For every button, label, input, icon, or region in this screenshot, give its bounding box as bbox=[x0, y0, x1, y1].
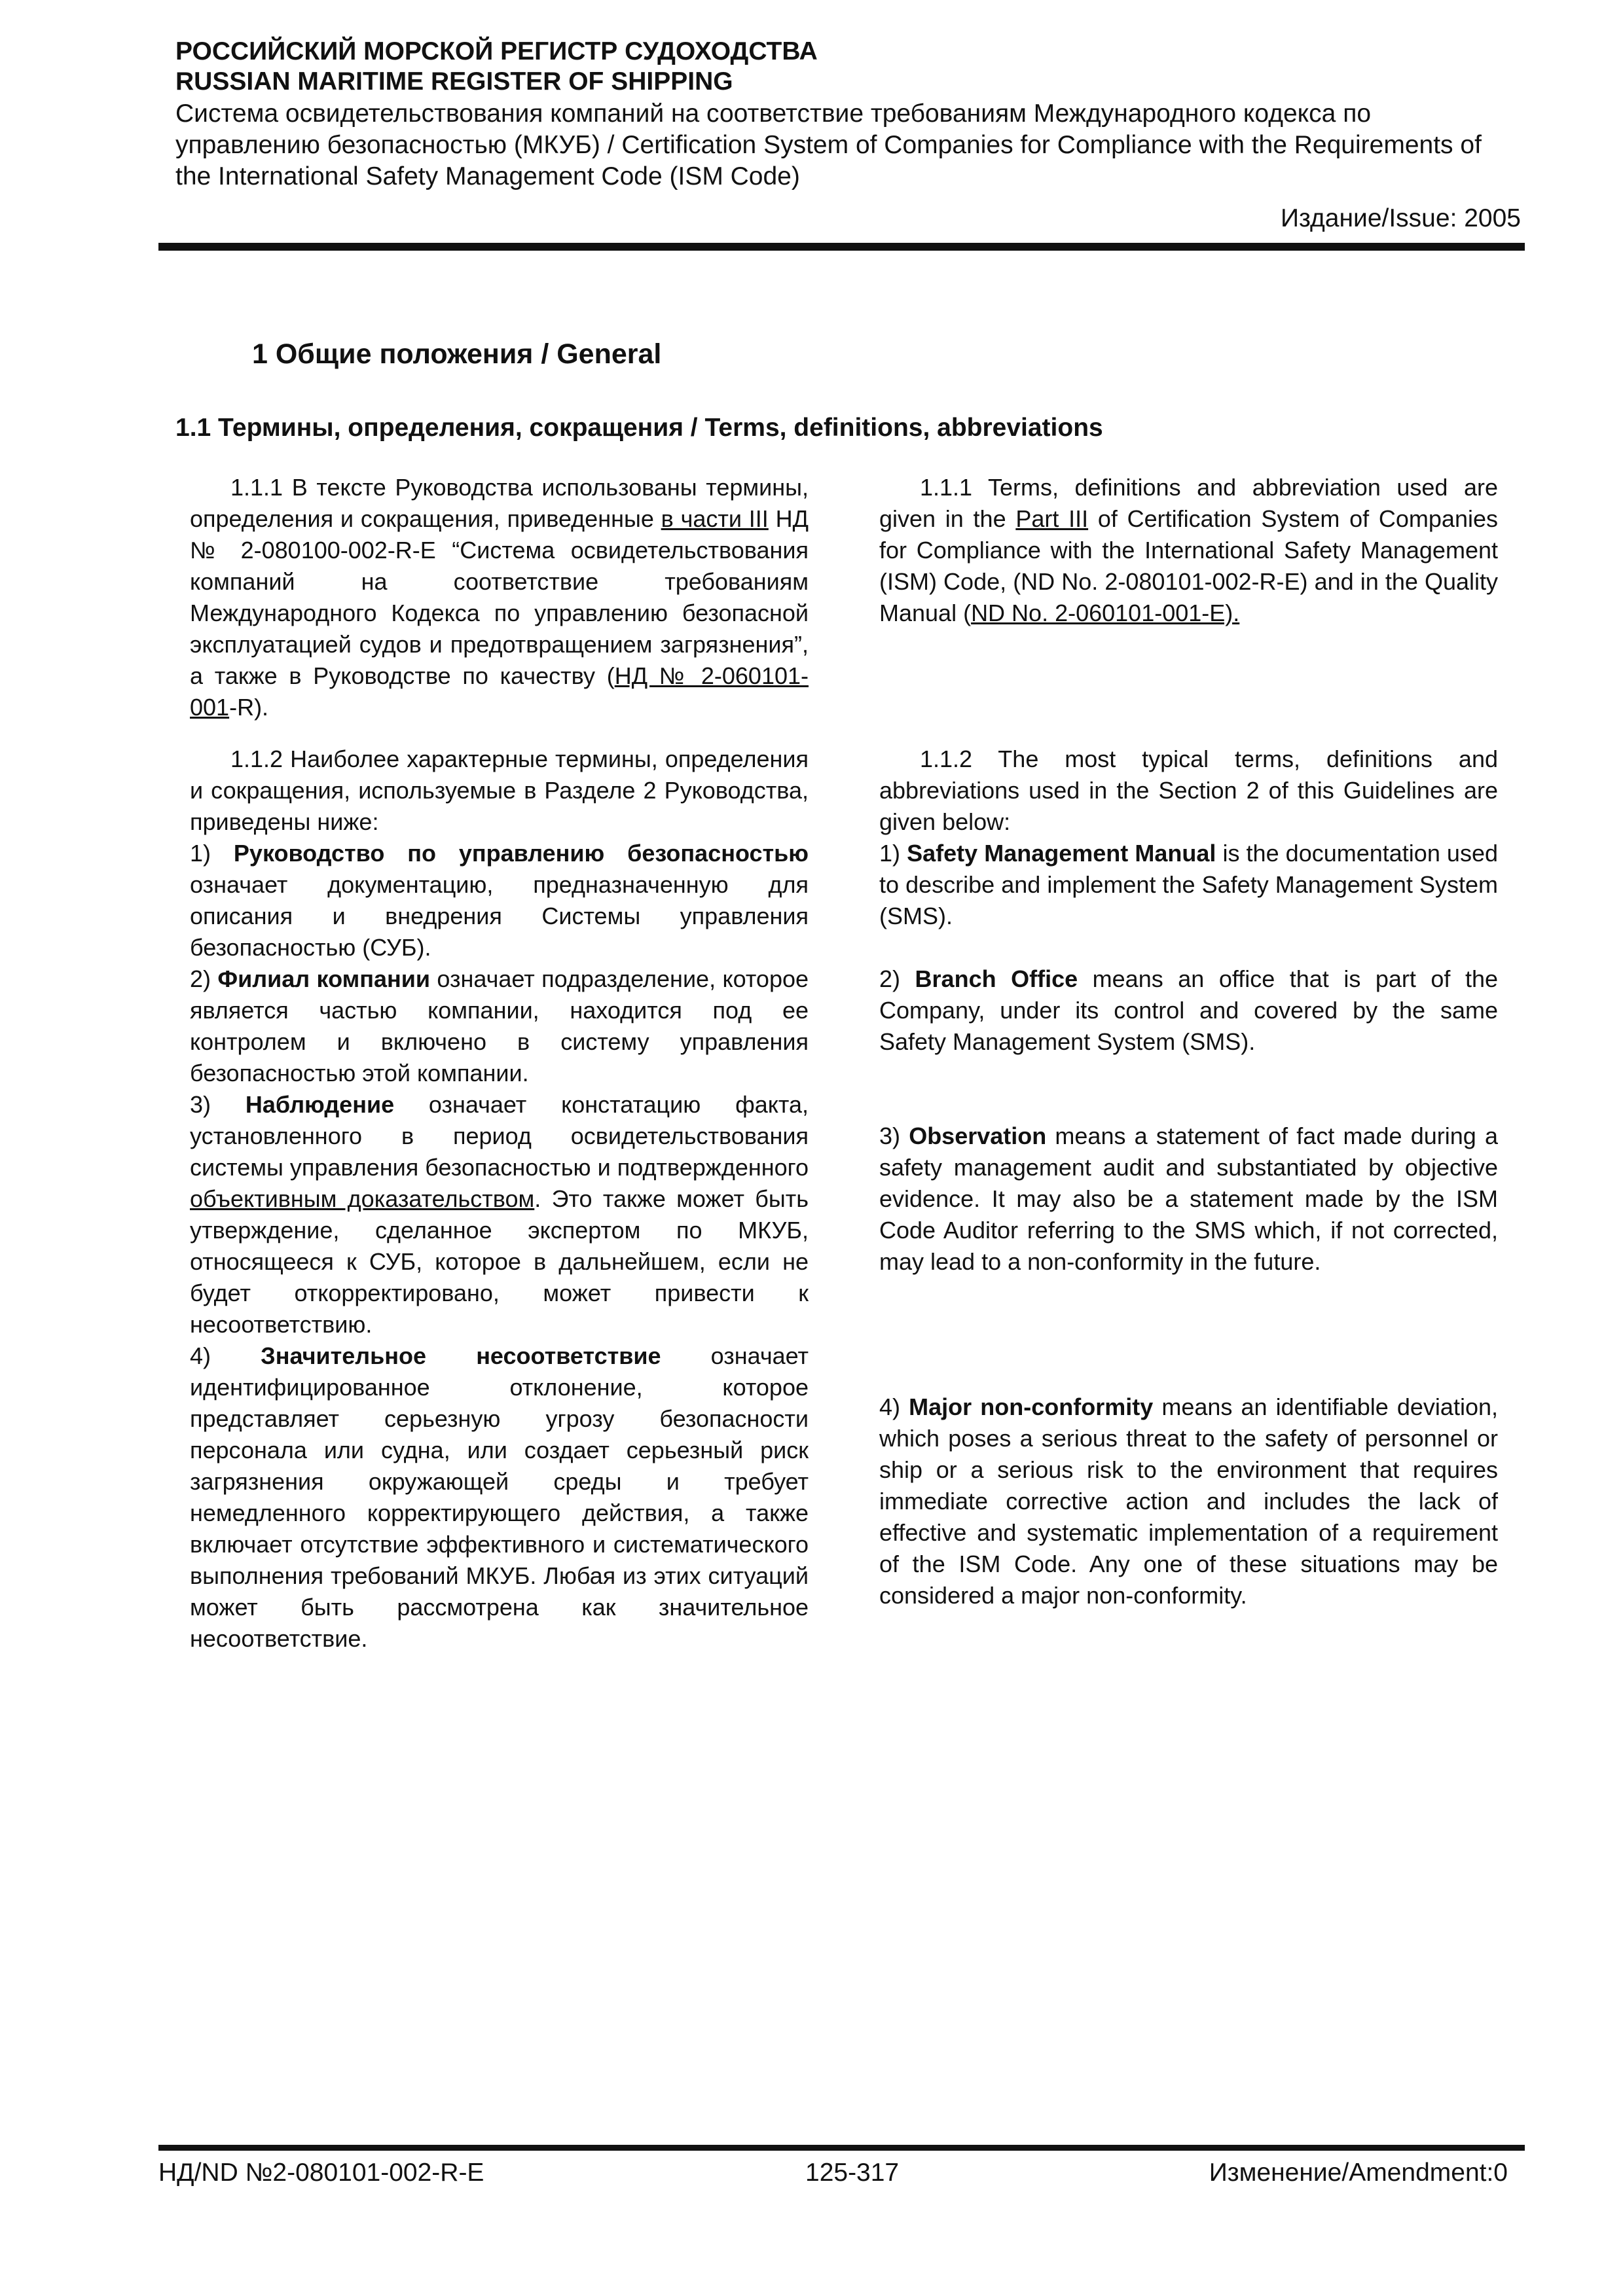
en-paragraph-1-1-2 bbox=[879, 744, 1498, 932]
en-item-number: 4) bbox=[879, 1393, 909, 1420]
en-link-quality-manual[interactable]: ND No. 2-060101-001-E). bbox=[971, 600, 1240, 626]
en-item-number: 3) bbox=[879, 1122, 909, 1149]
ru-term: Филиал компании bbox=[217, 965, 431, 992]
ru-term: Руководство по управлению безопасностью bbox=[233, 840, 809, 867]
section-heading: 1 Общие положения / General bbox=[252, 338, 662, 370]
ru-link-part-iii[interactable]: в части III bbox=[661, 505, 769, 532]
org-name-ru: РОССИЙСКИЙ МОРСКОЙ РЕГИСТР СУДОХОДСТВА bbox=[175, 37, 818, 65]
ru-p112-text: 1.1.2 Наиболее характерные термины, определения и сокращения, используемые в Разделе 2 Руководства, приведены ниже: bbox=[190, 745, 809, 835]
ru-p111-text-a: 1.1.1 В тексте Руководства использованы термины, определения и сокращения, приведенные bbox=[190, 474, 809, 532]
en-definition-text: is the documentation used to describe and implement the Safety Management System (SMS). bbox=[879, 840, 1498, 929]
en-p111-text-b: of Certification System of Companies for Compliance with the International Safety Management (ISM) Code, (ND No. 2-080101-002-R-E) and in the Quality Manual ( bbox=[879, 505, 1498, 626]
ru-definition-1 bbox=[190, 838, 809, 963]
en-item-number: 1) bbox=[879, 840, 907, 867]
ru-p111-text-b: НД № 2-080100-002-R-E “Система освидетельствования компаний на соответствие требованиям Международного Кодекса по управлению безопасной эксплуатацией судов и предотвращением загрязнения”, а также в Руководстве по качеству ( bbox=[190, 505, 809, 689]
ru-item-number: 3) bbox=[190, 1091, 246, 1118]
ru-term: Наблюдение bbox=[245, 1091, 395, 1118]
ru-paragraph-1-1-2 bbox=[190, 744, 809, 1655]
ru-p111-text-c: -R). bbox=[229, 694, 269, 721]
en-definition-text: means a statement of fact made during a safety management audit and substantiated by objective evidence. It may also be a statement made by the ISM Code Auditor referring to the SMS which, if not corrected, may lead to a non-conformity in the future. bbox=[879, 1122, 1498, 1275]
en-term: Observation bbox=[909, 1122, 1047, 1149]
footer-divider bbox=[158, 2145, 1525, 2151]
ru-item-number: 1) bbox=[190, 840, 234, 867]
ru-definition-4 bbox=[190, 1340, 809, 1655]
en-term: Major non-conformity bbox=[909, 1393, 1154, 1420]
en-term: Branch Office bbox=[915, 965, 1078, 992]
ru-link-quality-manual[interactable]: НД № 2-060101-001 bbox=[190, 662, 809, 721]
footer-page-number: 125-317 bbox=[805, 2159, 900, 2187]
en-definition-text: means an identifiable deviation, which poses a serious threat to the safety of personnel or ship or a serious risk to the environment that requires immediate corrective action and includes the lack of effective and systematic implementation of a requirement of the ISM Code. Any one of these situations may be considered a major non-conformity. bbox=[879, 1393, 1498, 1609]
ru-definition-text: означает документацию, предназначенную для описания и внедрения Системы управления безопасностью (СУБ). bbox=[190, 871, 809, 961]
ru-definition-2 bbox=[190, 963, 809, 1089]
ru-definition-text: . Это также может быть утверждение, сделанное экспертом по МКУБ, относящееся к СУБ, которое в дальнейшем, если не будет откорректировано, может привести к несоответствию. bbox=[190, 1185, 809, 1338]
ru-item-number: 2) bbox=[190, 965, 218, 992]
en-definition-4-block bbox=[879, 1391, 1498, 1611]
en-definition-4 bbox=[879, 1391, 1498, 1611]
org-name-en: RUSSIAN MARITIME REGISTER OF SHIPPING bbox=[175, 67, 733, 96]
ru-definition-text: означает констатацию факта, установленного в период освидетельствования системы управления безопасностью и подтвержденного bbox=[190, 1091, 809, 1181]
footer-doc-number: НД/ND №2-080101-002-R-E bbox=[158, 2159, 484, 2187]
en-definition-3 bbox=[879, 1121, 1498, 1278]
page-header bbox=[175, 37, 1521, 234]
en-definition-3-block bbox=[879, 1121, 1498, 1278]
en-p111-text-a: 1.1.1 Terms, definitions and abbreviation used are given in the bbox=[879, 474, 1498, 532]
header-divider bbox=[158, 243, 1525, 251]
ru-definition-text: означает идентифицированное отклонение, которое представляет серьезную угрозу безопасности персонала или судна, или создает серьезный риск загрязнения окружающей среды и требует немедленного корректирующего действия, а также включает отсутствие эффективного и систематического выполнения требований МКУБ. Любая из этих ситуаций может быть рассмотрена как значительное несоответствие. bbox=[190, 1342, 809, 1652]
ru-definition-text: означает подразделение, которое является частью компании, находится под ее контролем и включено в систему управления безопасностью этой компании. bbox=[190, 965, 809, 1086]
ru-term: Значительное несоответствие bbox=[261, 1342, 661, 1369]
en-definition-2 bbox=[879, 963, 1498, 1058]
subsection-heading: 1.1 Термины, определения, сокращения / Terms, definitions, abbreviations bbox=[175, 414, 1103, 442]
en-p112-text: 1.1.2 The most typical terms, definitions and abbreviations used in the Section 2 of this Guidelines are given below: bbox=[879, 745, 1498, 835]
en-item-number: 2) bbox=[879, 965, 915, 992]
ru-link-objective-evidence[interactable]: объективным доказательством bbox=[190, 1185, 535, 1212]
footer-amendment: Изменение/Amendment:0 bbox=[1209, 2159, 1508, 2187]
ru-definition-3 bbox=[190, 1089, 809, 1340]
system-title: Система освидетельствования компаний на соответствие требованиям Международного кодекса по управлению безопасностью (МКУБ) / Certification System of Companies for Compliance with the Requirements of the International Safety Management Code (ISM Code) bbox=[175, 99, 1482, 190]
ru-paragraph-1-1-1 bbox=[190, 472, 809, 723]
en-definition-1 bbox=[879, 838, 1498, 932]
en-link-part-iii[interactable]: Part III bbox=[1015, 505, 1089, 532]
ru-item-number: 4) bbox=[190, 1342, 261, 1369]
issue-label: Издание/Issue: 2005 bbox=[1281, 204, 1521, 232]
en-term: Safety Management Manual bbox=[907, 840, 1216, 867]
en-definition-text: means an office that is part of the Company, under its control and covered by the same Safety Management System (SMS). bbox=[879, 965, 1499, 1055]
en-definition-2-block bbox=[879, 963, 1498, 1058]
en-paragraph-1-1-1 bbox=[879, 472, 1498, 629]
